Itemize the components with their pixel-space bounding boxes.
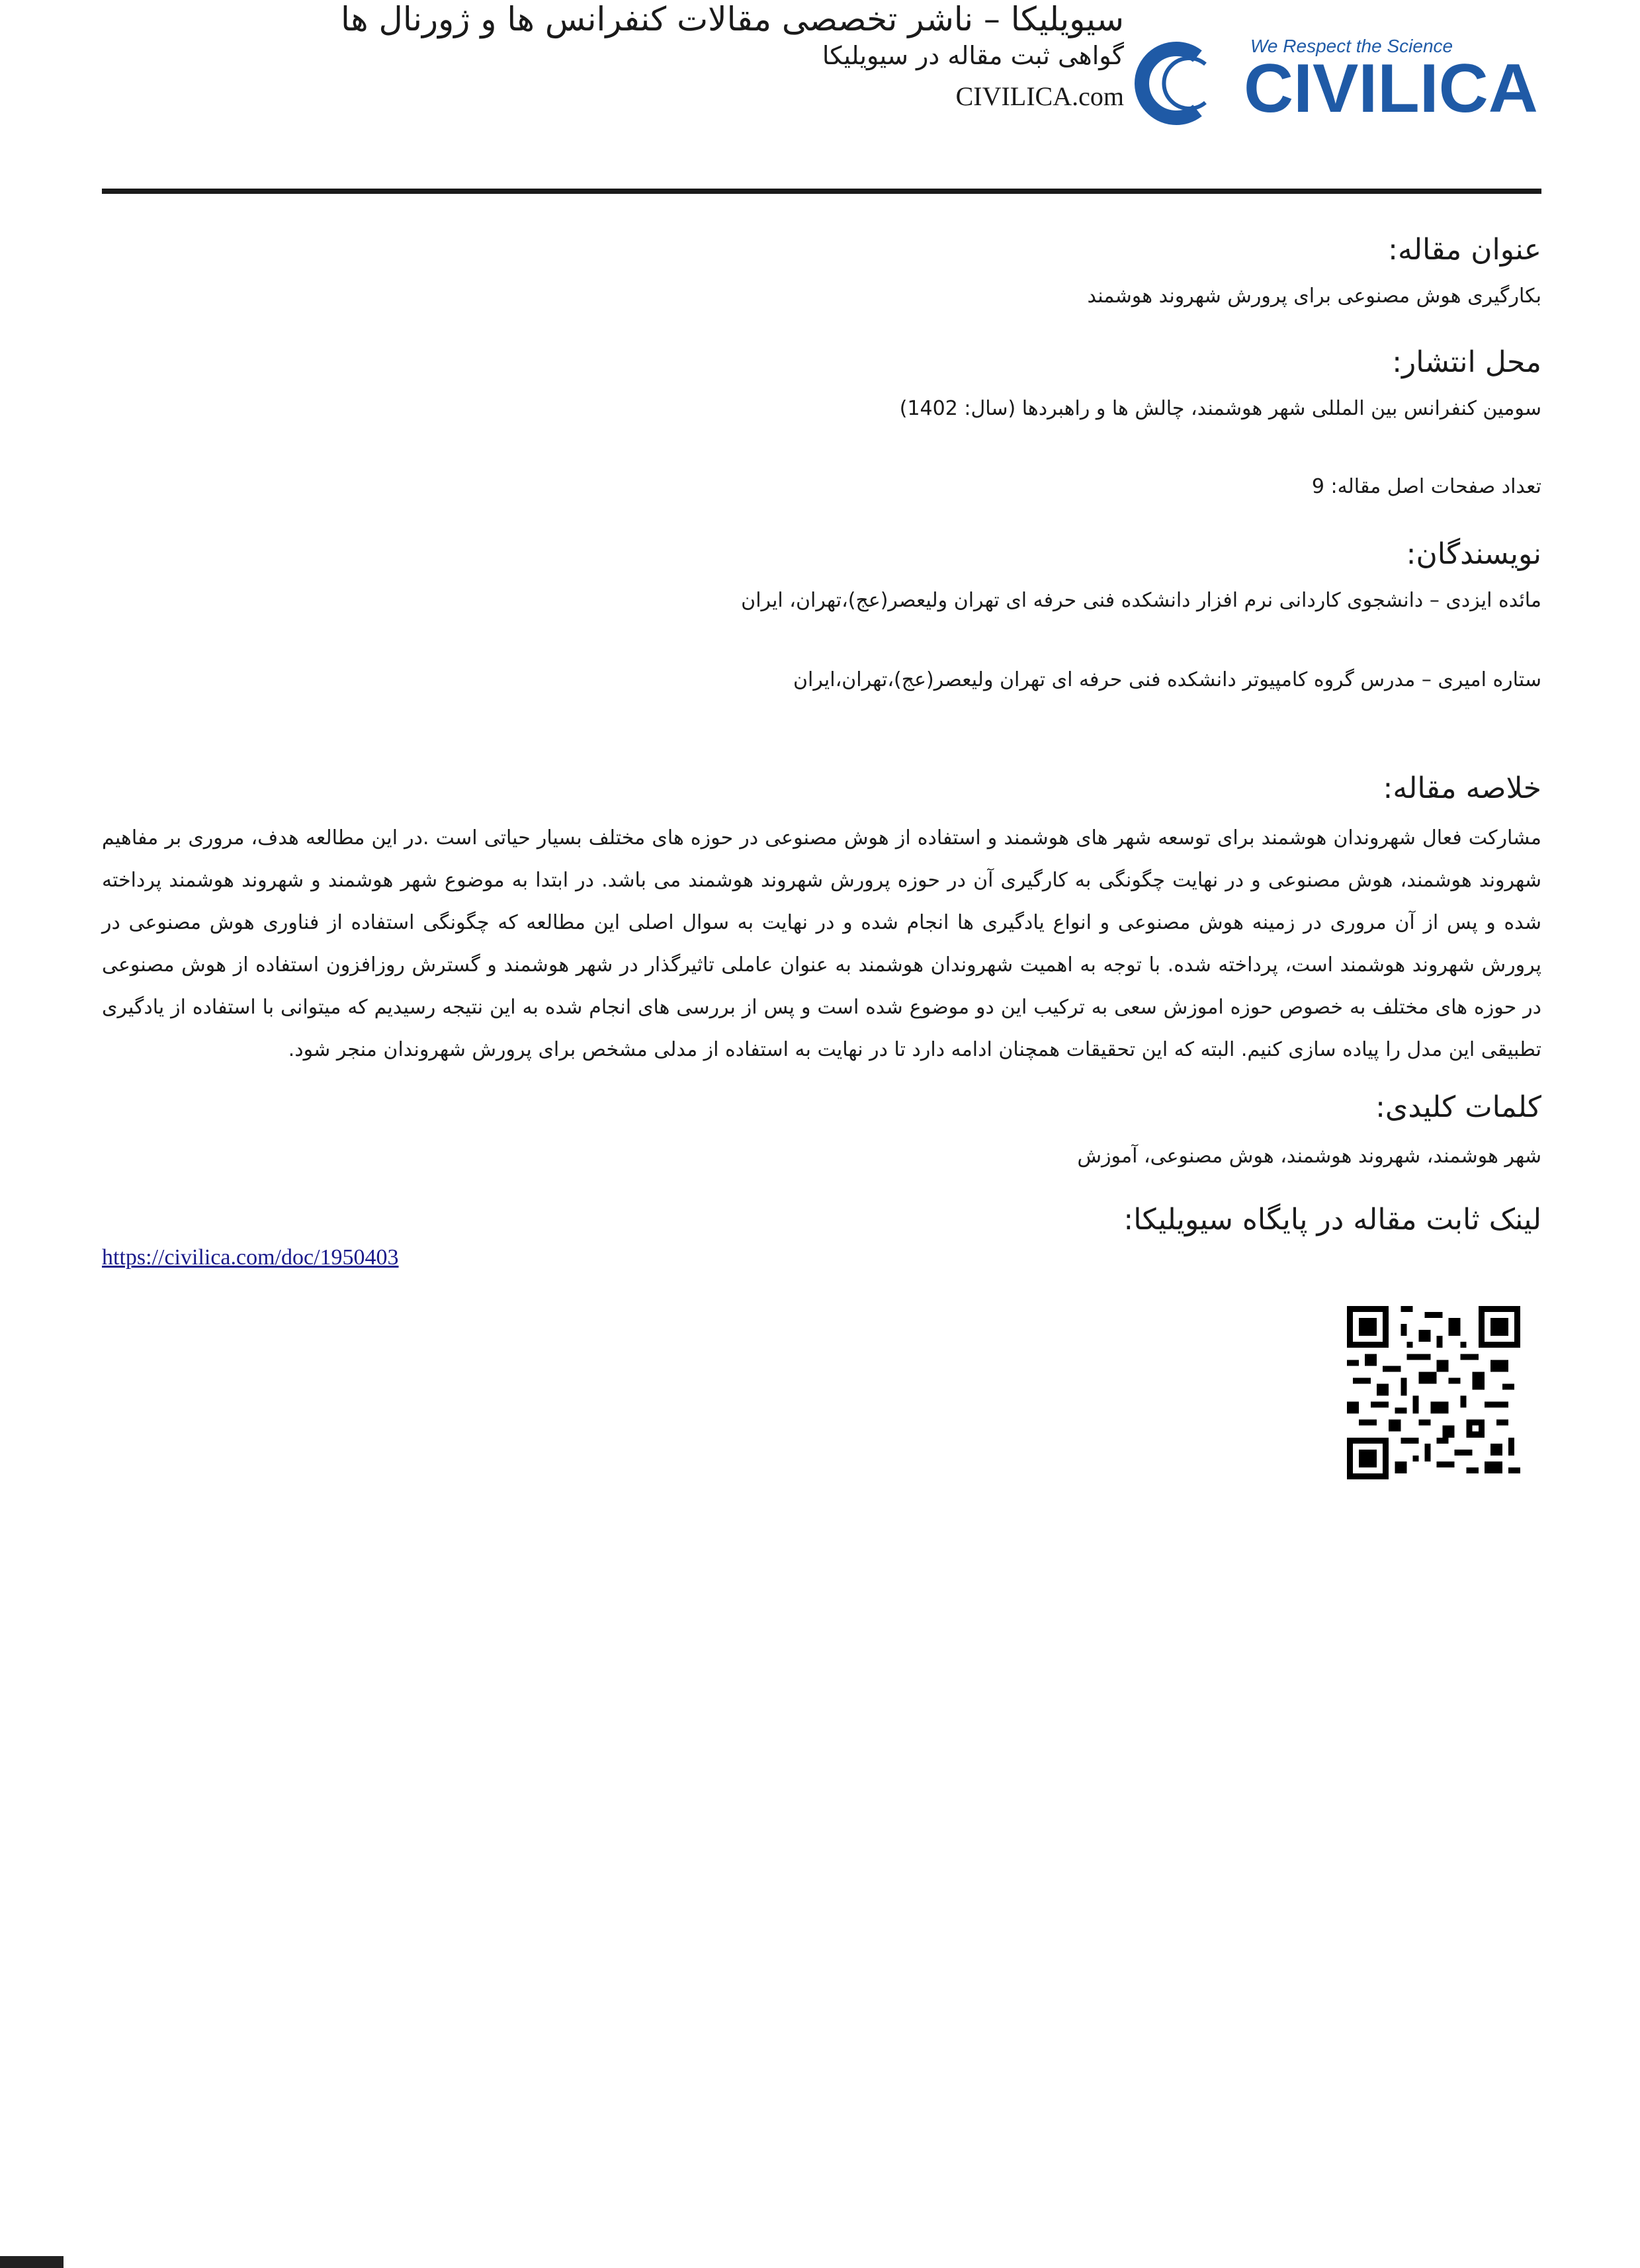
site-name: CIVILICA.com [955,81,1124,111]
keywords-value: شهر هوشمند، شهروند هوشمند، هوش مصنوعی، آموزش [1077,1145,1541,1168]
link-label: لینک ثابت مقاله در پایگاه سیویلیکا: [1123,1203,1541,1237]
abstract-text: مشارکت فعال شهروندان هوشمند برای توسعه شهر های هوشمند و استفاده از هوش مصنوعی در حوزه های مختلف بسیار حیاتی است .در این مطالعه هدف، مروری بر مفاهیم شهروند هوشمند، هوش مصنوعی و در نهایت چگونگی به کارگیری آن در حوزه پرورش شهروند هوشمند می باشد. در ابتدا به موضوع شهر هوشمند و شهروند هوشمند پرداخته شده و پس از آن مروری در زمینه هوش مصنوعی و انواع یادگیری ها انجام شده و در نهایت به سوال اصلی این مطالعه که چگونگی استفاده از فناوری هوش مصنوعی در پرورش شهروند هوشمند است، پرداخته شده. با توجه به اهمیت شهروندان هوشمند به عنوان عاملی تاثیرگذار در شهر هوشمند و گسترش روزافزون استفاده از هوش مصنوعی در حوزه های مختلف به خصوص حوزه اموزش سعی به ترکیب این دو موضوع شده است و پس از بررسی های انجام شده به این نتیجه رسیدیم که میتوانی با استفاده از یادگیری تطبیقی این مدل را پیاده سازی کنیم. البته که این تحقیقات همچنان ادامه دارد تا در نهایت به استفاده از مدلی مشخص برای پرورش شهروندان منجر شود. [102,826,1541,1061]
logo-tagline: We Respect the Science [1250,36,1453,56]
author-2: ستاره امیری – مدرس گروه کامپیوتر دانشکده فنی حرفه ای تهران ولیعصر(عج)،تهران،ایران [793,668,1541,691]
page-count: تعداد صفحات اصل مقاله: 9 [1311,475,1541,498]
certificate-subtitle: گواهی ثبت مقاله در سیویلیکا [822,41,1124,70]
venue-label: محل انتشار: [1392,345,1541,379]
footer-watermark-badge [0,2256,64,2268]
authors-label: نویسندگان: [1406,537,1541,571]
civilica-logo [1151,30,1538,129]
logo-c-inner [1164,58,1205,109]
publisher-title: سیویلیکا – ناشر تخصصی مقالات کنفرانس ها و ژورنال ها [341,0,1124,38]
header-divider [102,189,1541,194]
article-title: بکارگیری هوش مصنوعی برای پرورش شهروند هوشمند [1087,284,1541,308]
logo-wordmark: CIVILICA [1244,50,1538,127]
title-label: عنوان مقاله: [1388,233,1541,267]
venue-value: سومین کنفرانس بین المللی شهر هوشمند، چالش ها و راهبردها (سال: 1402) [899,397,1541,420]
keywords-label: کلمات کلیدی: [1375,1090,1541,1124]
qr-code [1347,1306,1520,1479]
author-1: مائده ایزدی – دانشجوی کاردانی نرم افزار دانشکده فنی حرفه ای تهران ولیعصر(عج)،تهران، ایران [741,589,1541,612]
article-permalink[interactable]: https://civilica.com/doc/1950403 [102,1245,399,1270]
abstract-label: خلاصه مقاله: [1383,771,1541,805]
